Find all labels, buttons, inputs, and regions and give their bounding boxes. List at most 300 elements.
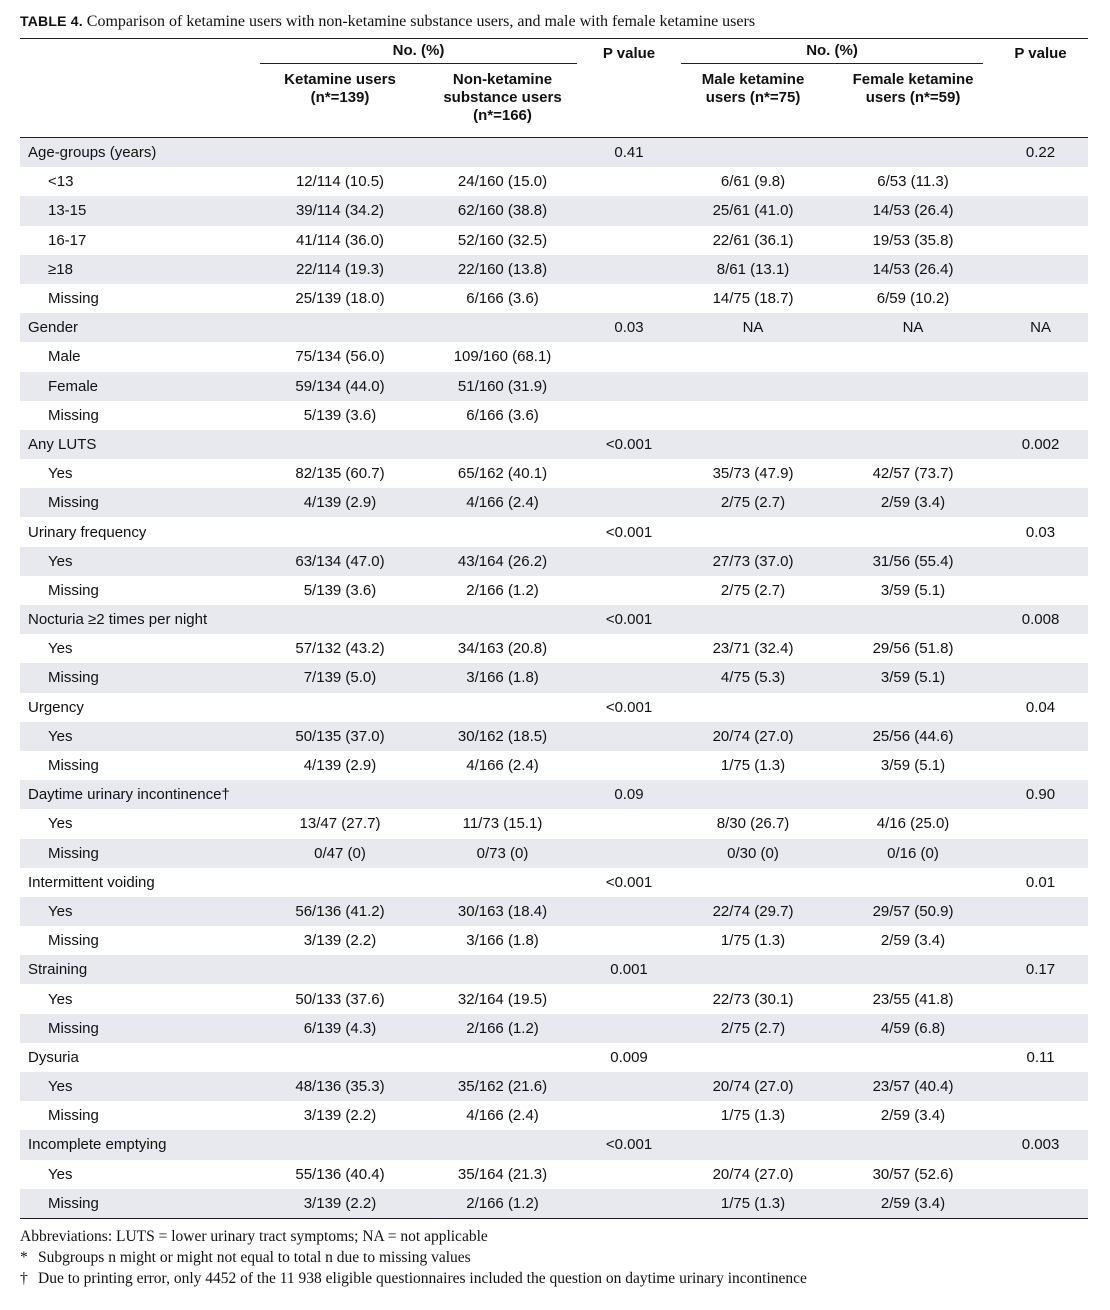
cell-female-ketamine bbox=[833, 955, 993, 984]
cell-pvalue-2 bbox=[993, 1014, 1088, 1043]
header-group-1: No. (%) bbox=[260, 39, 585, 67]
header-non-ketamine-users: Non-ketamine substance users (n*=166) bbox=[420, 67, 585, 138]
cell-pvalue-1 bbox=[585, 226, 673, 255]
cell-non-ketamine-users: 35/162 (21.6) bbox=[420, 1072, 585, 1101]
cell-male-ketamine bbox=[673, 605, 833, 634]
cell-pvalue-2 bbox=[993, 1101, 1088, 1130]
row-label: Missing bbox=[20, 488, 260, 517]
cell-male-ketamine: 1/75 (1.3) bbox=[720, 1107, 786, 1125]
cell-male-ketamine bbox=[673, 868, 833, 897]
row-label: Age-groups (years) bbox=[20, 138, 260, 168]
row-label: Female bbox=[20, 372, 260, 401]
cell-pvalue-2 bbox=[993, 547, 1088, 576]
cell-non-ketamine-users: 30/162 (18.5) bbox=[420, 722, 585, 751]
cell-non-ketamine-users: 6/166 (3.6) bbox=[466, 290, 539, 308]
table-page bbox=[20, 10, 1088, 1289]
cell-female-ketamine: 31/56 (55.4) bbox=[833, 547, 993, 576]
table-row bbox=[20, 1043, 1088, 1072]
cell-non-ketamine-users: 22/160 (13.8) bbox=[420, 255, 585, 284]
cell-ketamine-users: 13/47 (27.7) bbox=[299, 815, 381, 833]
footnotes bbox=[20, 1226, 1088, 1289]
row-label: ≥18 bbox=[20, 255, 260, 284]
cell-non-ketamine-users: 4/166 (2.4) bbox=[466, 757, 539, 775]
cell-non-ketamine-users: 3/166 (1.8) bbox=[420, 663, 585, 692]
dagger-mark: † bbox=[20, 1269, 28, 1287]
table-row bbox=[20, 1014, 1088, 1043]
cell-ketamine-users: 57/132 (43.2) bbox=[295, 640, 385, 658]
cell-male-ketamine: 8/61 (13.1) bbox=[673, 255, 833, 284]
cell-female-ketamine bbox=[833, 342, 993, 371]
cell-ketamine-users: 75/134 (56.0) bbox=[295, 348, 385, 366]
table-row bbox=[20, 605, 1088, 634]
cell-male-ketamine bbox=[673, 372, 833, 401]
cell-pvalue-2 bbox=[993, 255, 1088, 284]
cell-ketamine-users: 63/134 (47.0) bbox=[260, 547, 420, 576]
cell-female-ketamine bbox=[833, 693, 993, 722]
cell-pvalue-1: 0.009 bbox=[610, 1048, 648, 1066]
table-row bbox=[20, 984, 1088, 1013]
cell-pvalue-1 bbox=[585, 897, 673, 926]
cell-female-ketamine bbox=[833, 868, 993, 897]
cell-male-ketamine bbox=[673, 401, 833, 430]
cell-non-ketamine-users: 51/160 (31.9) bbox=[420, 372, 585, 401]
cell-female-ketamine: 6/59 (10.2) bbox=[876, 290, 950, 308]
cell-pvalue-2 bbox=[993, 839, 1088, 868]
cell-pvalue-1 bbox=[585, 1014, 673, 1043]
cell-pvalue-1 bbox=[585, 196, 673, 225]
row-label: Dysuria bbox=[28, 1048, 79, 1066]
cell-male-ketamine: NA bbox=[673, 313, 833, 342]
cell-pvalue-1: <0.001 bbox=[585, 605, 673, 634]
cell-non-ketamine-users bbox=[420, 693, 585, 722]
cell-pvalue-1: 0.03 bbox=[585, 313, 673, 342]
cell-pvalue-1 bbox=[585, 634, 673, 663]
table-row bbox=[20, 313, 1088, 342]
table-row bbox=[20, 839, 1088, 868]
cell-non-ketamine-users bbox=[420, 138, 585, 168]
cell-non-ketamine-users: 32/164 (19.5) bbox=[457, 990, 548, 1008]
cell-pvalue-2 bbox=[993, 751, 1088, 780]
cell-ketamine-users: 6/139 (4.3) bbox=[260, 1014, 420, 1043]
cell-female-ketamine bbox=[833, 401, 993, 430]
cell-non-ketamine-users: 52/160 (32.5) bbox=[457, 231, 548, 249]
cell-pvalue-2 bbox=[993, 984, 1088, 1013]
cell-ketamine-users: 50/135 (37.0) bbox=[260, 722, 420, 751]
cell-female-ketamine: 2/59 (3.4) bbox=[833, 488, 993, 517]
table-row bbox=[20, 1130, 1088, 1159]
cell-non-ketamine-users: 0/73 (0) bbox=[420, 839, 585, 868]
table-row bbox=[20, 1072, 1088, 1101]
table-row bbox=[20, 196, 1088, 225]
cell-pvalue-1 bbox=[585, 459, 673, 488]
header-blank-4 bbox=[993, 67, 1088, 138]
cell-female-ketamine: 4/59 (6.8) bbox=[833, 1014, 993, 1043]
cell-male-ketamine: 14/75 (18.7) bbox=[712, 290, 794, 308]
cell-non-ketamine-users: 109/160 (68.1) bbox=[453, 348, 552, 366]
row-label: Missing bbox=[20, 1014, 260, 1043]
cell-pvalue-1 bbox=[585, 1160, 673, 1189]
cell-non-ketamine-users: 4/166 (2.4) bbox=[466, 1107, 539, 1125]
cell-pvalue-2: 0.003 bbox=[993, 1130, 1088, 1159]
cell-ketamine-users: 0/47 (0) bbox=[260, 839, 420, 868]
cell-pvalue-1 bbox=[585, 839, 673, 868]
row-label: 13-15 bbox=[20, 196, 260, 225]
table-row bbox=[20, 868, 1088, 897]
cell-pvalue-2 bbox=[993, 722, 1088, 751]
cell-ketamine-users: 3/139 (2.2) bbox=[303, 932, 377, 950]
cell-pvalue-2 bbox=[993, 167, 1088, 196]
cell-male-ketamine: 2/75 (2.7) bbox=[720, 581, 786, 599]
table-row bbox=[20, 342, 1088, 371]
cell-female-ketamine: 4/16 (25.0) bbox=[876, 815, 950, 833]
cell-female-ketamine bbox=[833, 138, 993, 168]
cell-pvalue-1: 0.41 bbox=[585, 138, 673, 168]
cell-pvalue-2 bbox=[993, 372, 1088, 401]
cell-male-ketamine: 1/75 (1.3) bbox=[720, 932, 786, 950]
cell-female-ketamine bbox=[833, 780, 993, 809]
row-label: Missing bbox=[48, 1107, 99, 1125]
table-row bbox=[20, 780, 1088, 809]
cell-pvalue-1 bbox=[585, 488, 673, 517]
table-title: Comparison of ketamine users with non-ketamine substance users, and male with female ketamine users bbox=[86, 13, 756, 30]
cell-pvalue-1 bbox=[585, 284, 673, 313]
cell-male-ketamine: 4/75 (5.3) bbox=[673, 663, 833, 692]
cell-pvalue-2 bbox=[993, 459, 1088, 488]
asterisk-mark: * bbox=[20, 1248, 28, 1266]
cell-non-ketamine-users: 11/73 (15.1) bbox=[462, 815, 543, 833]
cell-non-ketamine-users: 65/162 (40.1) bbox=[457, 465, 548, 483]
cell-ketamine-users bbox=[260, 955, 420, 984]
cell-pvalue-2 bbox=[993, 926, 1088, 955]
header-row-columns bbox=[20, 67, 1088, 138]
row-label: Any LUTS bbox=[20, 430, 260, 459]
row-label: Straining bbox=[20, 955, 260, 984]
table-row bbox=[20, 226, 1088, 255]
cell-male-ketamine: 23/71 (32.4) bbox=[712, 640, 794, 658]
row-label: Yes bbox=[20, 897, 260, 926]
row-label: Missing bbox=[48, 581, 99, 599]
cell-male-ketamine bbox=[673, 342, 833, 371]
cell-non-ketamine-users: 35/164 (21.3) bbox=[457, 1165, 548, 1183]
header-group-2: No. (%) bbox=[673, 39, 993, 67]
cell-female-ketamine: 0/16 (0) bbox=[833, 839, 993, 868]
cell-ketamine-users: 12/114 (10.5) bbox=[295, 173, 385, 191]
cell-ketamine-users: 7/139 (5.0) bbox=[260, 663, 420, 692]
cell-female-ketamine: 2/59 (3.4) bbox=[880, 932, 946, 950]
cell-pvalue-1 bbox=[585, 1072, 673, 1101]
row-label: Yes bbox=[48, 640, 73, 658]
cell-female-ketamine: 19/53 (35.8) bbox=[872, 231, 954, 249]
cell-male-ketamine: 2/75 (2.7) bbox=[673, 1014, 833, 1043]
cell-female-ketamine bbox=[833, 517, 993, 546]
cell-ketamine-users: 5/139 (3.6) bbox=[303, 581, 377, 599]
cell-pvalue-2: 0.17 bbox=[993, 955, 1088, 984]
cell-female-ketamine: 29/56 (51.8) bbox=[872, 640, 954, 658]
table-row bbox=[20, 284, 1088, 313]
cell-pvalue-1 bbox=[585, 372, 673, 401]
cell-non-ketamine-users: 2/166 (1.2) bbox=[420, 1189, 585, 1219]
footnote-dagger: † Due to printing error, only 4452 of the 11 938 eligible questionnaires included the question on daytime urinary incontinence bbox=[20, 1269, 807, 1287]
cell-female-ketamine: 14/53 (26.4) bbox=[833, 255, 993, 284]
cell-pvalue-2 bbox=[993, 809, 1088, 838]
table-label: TABLE 4. bbox=[20, 13, 83, 29]
cell-ketamine-users: 48/136 (35.3) bbox=[260, 1072, 420, 1101]
cell-ketamine-users bbox=[260, 517, 420, 546]
cell-pvalue-2: 0.11 bbox=[1026, 1048, 1055, 1066]
cell-female-ketamine: 42/57 (73.7) bbox=[872, 465, 954, 483]
table-caption bbox=[20, 10, 1088, 32]
table-row bbox=[20, 576, 1088, 605]
cell-pvalue-1 bbox=[585, 401, 673, 430]
row-label: Missing bbox=[20, 663, 260, 692]
cell-pvalue-1: <0.001 bbox=[605, 523, 653, 541]
header-blank bbox=[20, 39, 260, 67]
cell-ketamine-users: 41/114 (36.0) bbox=[295, 231, 385, 249]
cell-female-ketamine bbox=[833, 1130, 993, 1159]
cell-non-ketamine-users: 62/160 (38.8) bbox=[420, 196, 585, 225]
cell-ketamine-users bbox=[260, 868, 420, 897]
cell-female-ketamine bbox=[833, 605, 993, 634]
cell-pvalue-2 bbox=[993, 1160, 1088, 1189]
cell-male-ketamine: 1/75 (1.3) bbox=[673, 1189, 833, 1219]
cell-ketamine-users: 50/133 (37.6) bbox=[295, 990, 385, 1008]
cell-pvalue-2 bbox=[993, 226, 1088, 255]
cell-ketamine-users bbox=[260, 138, 420, 168]
cell-pvalue-2 bbox=[993, 897, 1088, 926]
cell-pvalue-2: 0.03 bbox=[1025, 523, 1056, 541]
cell-pvalue-1: <0.001 bbox=[585, 1130, 673, 1159]
cell-pvalue-1 bbox=[585, 342, 673, 371]
cell-pvalue-2: 0.008 bbox=[993, 605, 1088, 634]
cell-pvalue-1 bbox=[585, 576, 673, 605]
cell-pvalue-2: NA bbox=[993, 313, 1088, 342]
cell-non-ketamine-users: 3/166 (1.8) bbox=[466, 932, 539, 950]
cell-female-ketamine: 6/53 (11.3) bbox=[877, 173, 949, 191]
cell-pvalue-2 bbox=[993, 284, 1088, 313]
cell-male-ketamine: 2/75 (2.7) bbox=[673, 488, 833, 517]
cell-male-ketamine: 22/74 (29.7) bbox=[673, 897, 833, 926]
cell-pvalue-1: <0.001 bbox=[585, 430, 673, 459]
comparison-table bbox=[20, 39, 1088, 1219]
cell-male-ketamine bbox=[673, 955, 833, 984]
cell-pvalue-1 bbox=[585, 722, 673, 751]
cell-pvalue-1 bbox=[585, 809, 673, 838]
cell-non-ketamine-users: 2/166 (1.2) bbox=[466, 581, 539, 599]
cell-female-ketamine bbox=[833, 372, 993, 401]
cell-male-ketamine: 1/75 (1.3) bbox=[720, 757, 786, 775]
cell-pvalue-2: 0.04 bbox=[1025, 698, 1056, 716]
header-row-groups bbox=[20, 39, 1088, 67]
cell-pvalue-2 bbox=[993, 634, 1088, 663]
header-pvalue-1: P value bbox=[602, 44, 656, 62]
row-label: Missing bbox=[48, 406, 99, 424]
cell-pvalue-2: 0.90 bbox=[993, 780, 1088, 809]
cell-pvalue-1: 0.09 bbox=[585, 780, 673, 809]
cell-pvalue-2 bbox=[993, 401, 1088, 430]
cell-male-ketamine: 35/73 (47.9) bbox=[712, 465, 794, 483]
cell-pvalue-1 bbox=[585, 984, 673, 1013]
cell-female-ketamine: NA bbox=[833, 313, 993, 342]
cell-ketamine-users: 3/139 (2.2) bbox=[260, 1189, 420, 1219]
cell-pvalue-2 bbox=[993, 196, 1088, 225]
table-row bbox=[20, 955, 1088, 984]
cell-male-ketamine bbox=[673, 517, 833, 546]
table-body bbox=[20, 138, 1088, 1219]
cell-ketamine-users: 4/139 (2.9) bbox=[303, 757, 377, 775]
cell-female-ketamine bbox=[833, 1043, 993, 1072]
row-label: Yes bbox=[20, 547, 260, 576]
header-male-ketamine-users: Male ketamine users (n*=75) bbox=[673, 67, 833, 138]
cell-non-ketamine-users: 30/163 (18.4) bbox=[420, 897, 585, 926]
cell-non-ketamine-users bbox=[420, 605, 585, 634]
cell-female-ketamine: 23/55 (41.8) bbox=[872, 990, 954, 1008]
row-label: Incomplete emptying bbox=[20, 1130, 260, 1159]
cell-non-ketamine-users bbox=[420, 430, 585, 459]
cell-ketamine-users bbox=[260, 693, 420, 722]
cell-ketamine-users: 4/139 (2.9) bbox=[260, 488, 420, 517]
cell-female-ketamine: 3/59 (5.1) bbox=[833, 663, 993, 692]
cell-pvalue-1 bbox=[585, 926, 673, 955]
cell-non-ketamine-users bbox=[420, 868, 585, 897]
cell-non-ketamine-users: 4/166 (2.4) bbox=[420, 488, 585, 517]
cell-pvalue-1 bbox=[585, 1101, 673, 1130]
row-label: Yes bbox=[20, 1072, 260, 1101]
table-row bbox=[20, 430, 1088, 459]
cell-ketamine-users: 3/139 (2.2) bbox=[303, 1107, 377, 1125]
table-row bbox=[20, 167, 1088, 196]
cell-pvalue-1: 0.001 bbox=[585, 955, 673, 984]
row-label: Daytime urinary incontinence† bbox=[20, 780, 260, 809]
cell-pvalue-2 bbox=[993, 576, 1088, 605]
table-row bbox=[20, 634, 1088, 663]
cell-ketamine-users bbox=[260, 430, 420, 459]
cell-male-ketamine bbox=[673, 138, 833, 168]
table-row bbox=[20, 488, 1088, 517]
row-label: <13 bbox=[48, 173, 74, 191]
cell-male-ketamine: 6/61 (9.8) bbox=[720, 173, 786, 191]
cell-male-ketamine: 0/30 (0) bbox=[673, 839, 833, 868]
row-label: Nocturia ≥2 times per night bbox=[20, 605, 260, 634]
row-label: Missing bbox=[48, 757, 99, 775]
cell-ketamine-users: 55/136 (40.4) bbox=[295, 1165, 385, 1183]
cell-pvalue-2 bbox=[993, 342, 1088, 371]
table-row bbox=[20, 459, 1088, 488]
table-row bbox=[20, 1160, 1088, 1189]
table-row bbox=[20, 751, 1088, 780]
cell-ketamine-users: 82/135 (60.7) bbox=[295, 465, 385, 483]
cell-female-ketamine: 23/57 (40.4) bbox=[833, 1072, 993, 1101]
cell-male-ketamine bbox=[673, 693, 833, 722]
row-label: Yes bbox=[48, 815, 73, 833]
cell-pvalue-1: <0.001 bbox=[605, 698, 653, 716]
cell-pvalue-1 bbox=[585, 751, 673, 780]
cell-ketamine-users: 59/134 (44.0) bbox=[260, 372, 420, 401]
cell-male-ketamine: 25/61 (41.0) bbox=[673, 196, 833, 225]
cell-non-ketamine-users bbox=[420, 517, 585, 546]
cell-female-ketamine bbox=[833, 430, 993, 459]
cell-pvalue-2 bbox=[993, 1189, 1088, 1219]
header-female-ketamine-users: Female ketamine users (n*=59) bbox=[833, 67, 993, 138]
cell-non-ketamine-users: 43/164 (26.2) bbox=[420, 547, 585, 576]
cell-male-ketamine: 20/74 (27.0) bbox=[712, 1165, 794, 1183]
footnote-asterisk: * Subgroups n might or might not equal to total n due to missing values bbox=[20, 1248, 471, 1266]
cell-ketamine-users: 5/139 (3.6) bbox=[303, 406, 377, 424]
cell-non-ketamine-users bbox=[420, 780, 585, 809]
row-label: Missing bbox=[48, 932, 99, 950]
header-blank-2 bbox=[20, 67, 260, 138]
cell-pvalue-1: <0.001 bbox=[605, 873, 653, 891]
table-row bbox=[20, 401, 1088, 430]
row-label: Male bbox=[48, 348, 81, 366]
cell-ketamine-users bbox=[260, 1043, 420, 1072]
table-row bbox=[20, 517, 1088, 546]
table-row bbox=[20, 926, 1088, 955]
header-ketamine-users: Ketamine users (n*=139) bbox=[260, 67, 420, 138]
row-label: Intermittent voiding bbox=[28, 873, 155, 891]
table-row bbox=[20, 663, 1088, 692]
cell-non-ketamine-users bbox=[420, 955, 585, 984]
table-row bbox=[20, 693, 1088, 722]
header-pvalue-2: P value bbox=[1014, 44, 1067, 62]
cell-ketamine-users bbox=[260, 313, 420, 342]
cell-male-ketamine: 22/73 (30.1) bbox=[712, 990, 794, 1008]
cell-pvalue-2 bbox=[993, 488, 1088, 517]
footnote-abbreviations: Abbreviations: LUTS = lower urinary tract symptoms; NA = not applicable bbox=[20, 1227, 488, 1245]
row-label: Yes bbox=[20, 722, 260, 751]
cell-male-ketamine: 20/74 (27.0) bbox=[673, 722, 833, 751]
cell-ketamine-users bbox=[260, 605, 420, 634]
row-label: Missing bbox=[48, 290, 99, 308]
cell-ketamine-users bbox=[260, 780, 420, 809]
table-row bbox=[20, 809, 1088, 838]
cell-female-ketamine: 25/56 (44.6) bbox=[833, 722, 993, 751]
cell-non-ketamine-users: 2/166 (1.2) bbox=[420, 1014, 585, 1043]
cell-ketamine-users: 39/114 (34.2) bbox=[260, 196, 420, 225]
cell-non-ketamine-users: 34/163 (20.8) bbox=[457, 640, 548, 658]
table-row bbox=[20, 372, 1088, 401]
cell-female-ketamine: 14/53 (26.4) bbox=[833, 196, 993, 225]
cell-ketamine-users: 56/136 (41.2) bbox=[260, 897, 420, 926]
row-label: Gender bbox=[20, 313, 260, 342]
cell-pvalue-1 bbox=[585, 1189, 673, 1219]
cell-male-ketamine bbox=[673, 1043, 833, 1072]
row-label: Yes bbox=[48, 465, 73, 483]
header-blank-3 bbox=[585, 67, 673, 138]
cell-female-ketamine: 2/59 (3.4) bbox=[880, 1107, 946, 1125]
row-label: Urgency bbox=[28, 698, 84, 716]
cell-ketamine-users: 25/139 (18.0) bbox=[295, 290, 385, 308]
table-row bbox=[20, 1101, 1088, 1130]
cell-female-ketamine: 3/59 (5.1) bbox=[880, 757, 946, 775]
cell-non-ketamine-users bbox=[420, 1130, 585, 1159]
cell-pvalue-2: 0.01 bbox=[1025, 873, 1056, 891]
cell-non-ketamine-users: 6/166 (3.6) bbox=[466, 406, 539, 424]
cell-female-ketamine: 2/59 (3.4) bbox=[833, 1189, 993, 1219]
cell-male-ketamine bbox=[673, 780, 833, 809]
cell-pvalue-1 bbox=[585, 547, 673, 576]
table-row bbox=[20, 138, 1088, 168]
table-row bbox=[20, 547, 1088, 576]
table-row bbox=[20, 897, 1088, 926]
row-label: 16-17 bbox=[48, 231, 87, 249]
cell-pvalue-2: 0.22 bbox=[993, 138, 1088, 168]
table-row bbox=[20, 1189, 1088, 1219]
cell-pvalue-1 bbox=[585, 167, 673, 196]
cell-male-ketamine bbox=[673, 430, 833, 459]
cell-pvalue-2 bbox=[993, 1072, 1088, 1101]
cell-male-ketamine: 8/30 (26.7) bbox=[716, 815, 790, 833]
cell-male-ketamine bbox=[673, 1130, 833, 1159]
